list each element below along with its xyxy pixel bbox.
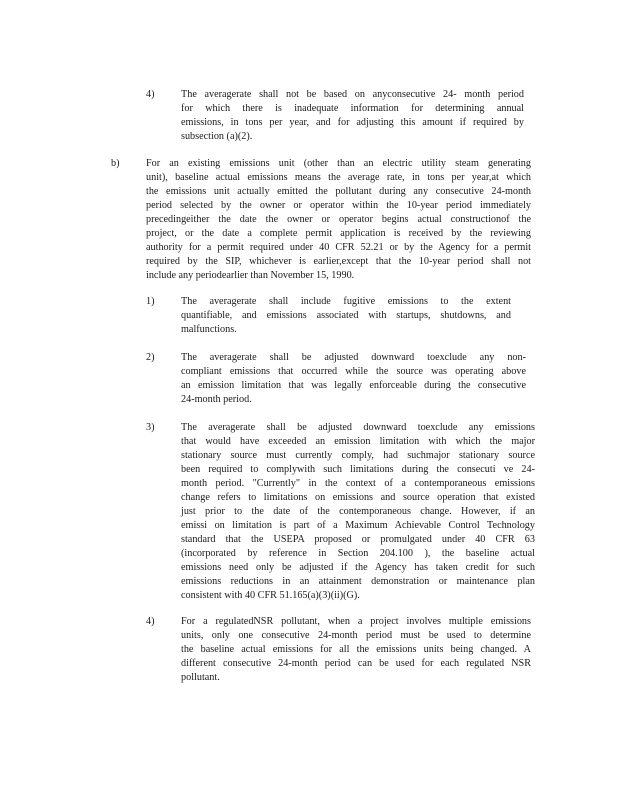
- text-line: period selected by the owner or operator within the 10-year period immediately: [146, 200, 531, 211]
- text-line: an emission limitation that was legally enforceable during the consecutive: [181, 380, 526, 391]
- text-line: precedingeither the date the owner or operator begins actual constructionof the: [146, 214, 531, 225]
- text-line: (incorporated by reference in Section 204.100 ), the baseline actual: [181, 548, 535, 559]
- text-line: compliant emissions that occurred while the source was operating above: [181, 366, 526, 377]
- text-line: include any periodearlier than November 15, 1990.: [146, 270, 355, 281]
- item-2-text: [181, 351, 526, 407]
- text-line: different consecutive 24-month period can be used for each regulated NSR: [181, 658, 531, 669]
- item-1-text: [181, 295, 511, 337]
- text-line: month period. "Currently" in the context of a contemporaneous emissions: [181, 478, 535, 489]
- text-line: emissions need only be adjusted if the Agency has taken credit for such: [181, 562, 535, 573]
- item-number: 4): [146, 89, 155, 100]
- text-line: emissi on limitation is part of a Maximum Achievable Control Technology: [181, 520, 535, 531]
- text-line: that would have exceeded an emission limitation with which the major: [181, 436, 535, 447]
- item-number: 4): [146, 616, 155, 627]
- item-number: 2): [146, 352, 155, 363]
- text-line: emissions reductions in an attainment demonstration or maintenance plan: [181, 576, 535, 587]
- text-line: consistent with 40 CFR 51.165(a)(3)(ii)(G).: [181, 590, 360, 601]
- text-line: pollutant.: [181, 672, 220, 683]
- text-line: quantifiable, and emissions associated with startups, shutdowns, and: [181, 310, 511, 321]
- text-line: required by the SIP, whichever is earlier,except that the 10-year period shall not: [146, 256, 531, 267]
- text-line: malfunctions.: [181, 324, 237, 335]
- item-3-text: [181, 421, 535, 603]
- text-line: For a regulatedNSR pollutant, when a project involves multiple emissions: [181, 616, 531, 627]
- text-line: just prior to the date of the contemporaneous change. However, if an: [181, 506, 535, 517]
- text-line: the emissions unit actually emitted the pollutant during any consecutive 24-month: [146, 186, 531, 197]
- text-line: The averagerate shall include fugitive emissions to the extent: [181, 296, 511, 307]
- text-line: subsection (a)(2).: [181, 131, 253, 142]
- text-line: the baseline actual emissions for all the emissions units being changed. A: [181, 644, 531, 655]
- text-line: For an existing emissions unit (other than an electric utility steam generating: [146, 158, 531, 169]
- item-number: 3): [146, 422, 155, 433]
- section-b-paragraph: [146, 157, 531, 283]
- text-line: unit), baseline actual emissions means the average rate, in tons per year,at which: [146, 172, 531, 183]
- text-line: project, or the date a complete permit application is received by the reviewing: [146, 228, 531, 239]
- top-item-text: [181, 88, 524, 144]
- text-line: been required to complywith such limitations during the consecuti ve 24-: [181, 464, 535, 475]
- text-line: authority for a permit required under 40 CFR 52.21 or by the Agency for a permit: [146, 242, 531, 253]
- item-number: 1): [146, 296, 155, 307]
- text-line: units, only one consecutive 24-month period must be used to determine: [181, 630, 531, 641]
- text-line: for which there is inadequate information for determining annual: [181, 103, 524, 114]
- text-line: change refers to limitations on emissions and source operation that existed: [181, 492, 535, 503]
- section-label: b): [111, 158, 120, 169]
- item-4-text: [181, 615, 531, 685]
- text-line: The averagerate shall not be based on anyconsecutive 24- month period: [181, 89, 524, 100]
- text-line: The averagerate shall be adjusted downward toexclude any emissions: [181, 422, 535, 433]
- text-line: standard that the USEPA proposed or promulgated under 40 CFR 63: [181, 534, 535, 545]
- text-line: emissions, in tons per year, and for adjusting this amount if required by: [181, 117, 524, 128]
- text-line: The averagerate shall be adjusted downward toexclude any non-: [181, 352, 526, 363]
- text-line: 24-month period.: [181, 394, 252, 405]
- text-line: stationary source must currently comply, had suchmajor stationary source: [181, 450, 535, 461]
